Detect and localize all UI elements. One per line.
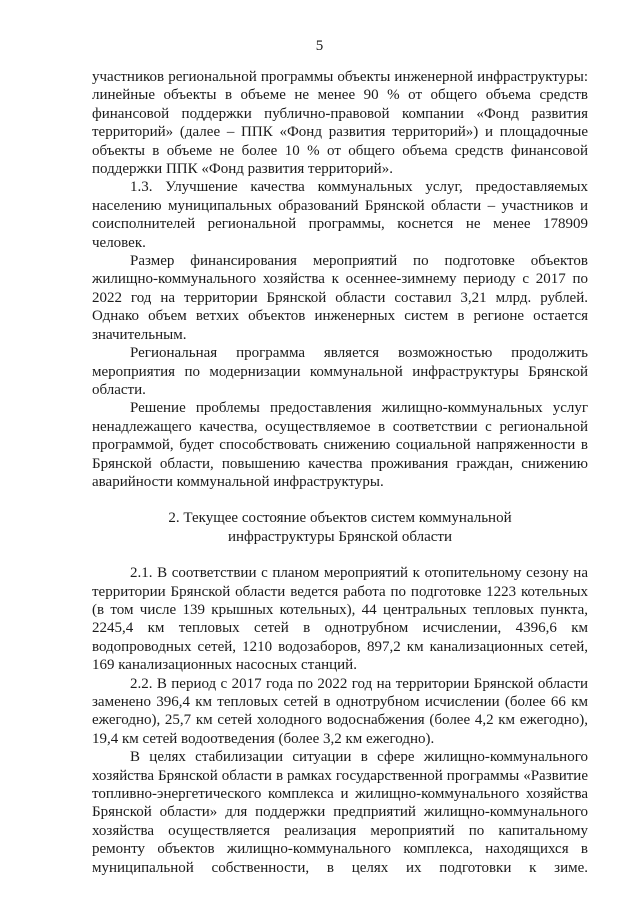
section-heading-line-2: инфраструктуры Брянской области (227, 528, 453, 545)
section-heading (92, 509, 588, 546)
paragraph-stabilization: В целях стабилизации ситуации в сфере жилищно-коммунального хозяйства Брянской области в рамках государственной программы «Развитие топливно-энергетического комплекса и жилищно-коммунального хозяйства Брянской области» для поддержки предприятий жилищно-коммунального хозяйства осуществляется реализация мероприятий по капитальному ремонту объектов жилищно-коммунального комплекса, находящихся в муниципальной собственности, в целях их подготовки к зиме. (92, 749, 588, 876)
section-heading-line-1: 2. Текущее состояние объектов систем коммунальной (168, 510, 512, 527)
paragraph-continuation: участников региональной программы объекты инженерной инфраструктуры: линейные объекты в объеме не менее 90 % от общего объема средств финансовой поддержки публично-правовой компании «Фонд развития территорий» (далее – ППК «Фонд развития территорий») и площадочные объекты в объеме не более 10 % от общего объема средств финансовой поддержки ППК «Фонд развития территорий». (92, 69, 588, 178)
paragraph-2-2: 2.2. В период с 2017 года по 2022 год на территории Брянской области заменено 396,4 км тепловых сетей в однотрубном исчислении (более 66 км ежегодно), 25,7 км сетей холодного водоснабжения (более 4,2 км ежегодно), 19,4 км сетей водоотведения (более 3,2 км ежегодно). (92, 675, 588, 747)
paragraph-financing: Размер финансирования мероприятий по подготовке объектов жилищно-коммунального хозяйства к осеннее-зимнему периоду с 2017 по 2022 год на территории Брянской области составил 3,21 млрд. рублей. Однако объем ветхих объектов инженерных систем в регионе остается значительным. (92, 253, 588, 343)
paragraph-problem-solution: Решение проблемы предоставления жилищно-коммунальных услуг ненадлежащего качества, осуществляемое в соответствии с региональной программой, будет способствовать снижению социальной напряженности в Брянской области, повышению качества проживания граждан, снижению аварийности коммунальной инфраструктуры. (92, 400, 588, 490)
paragraph-1-3: 1.3. Улучшение качества коммунальных услуг, предоставляемых населению муниципальных образований Брянской области – участников и соисполнителей региональной программы, коснется не менее 178909 человек. (92, 179, 588, 251)
paragraph-regional-program: Региональная программа является возможностью продолжить мероприятия по модернизации коммунальной инфраструктуры Брянской области. (92, 345, 588, 398)
document-body (92, 68, 588, 877)
page-number: 5 (315, 38, 324, 54)
paragraph-2-1: 2.1. В соответствии с планом мероприятий к отопительному сезону на территории Брянской области ведется работа по подготовке 1223 котельных (в том числе 139 крышных котельных), 44 центральных тепловых пункта, 2245,4 км тепловых сетей в однотрубном исчислении, 4396,6 км водопроводных сетей, 1210 водозаборов, 897,2 км канализационных сетей, 169 канализационных насосных станций. (92, 565, 588, 674)
